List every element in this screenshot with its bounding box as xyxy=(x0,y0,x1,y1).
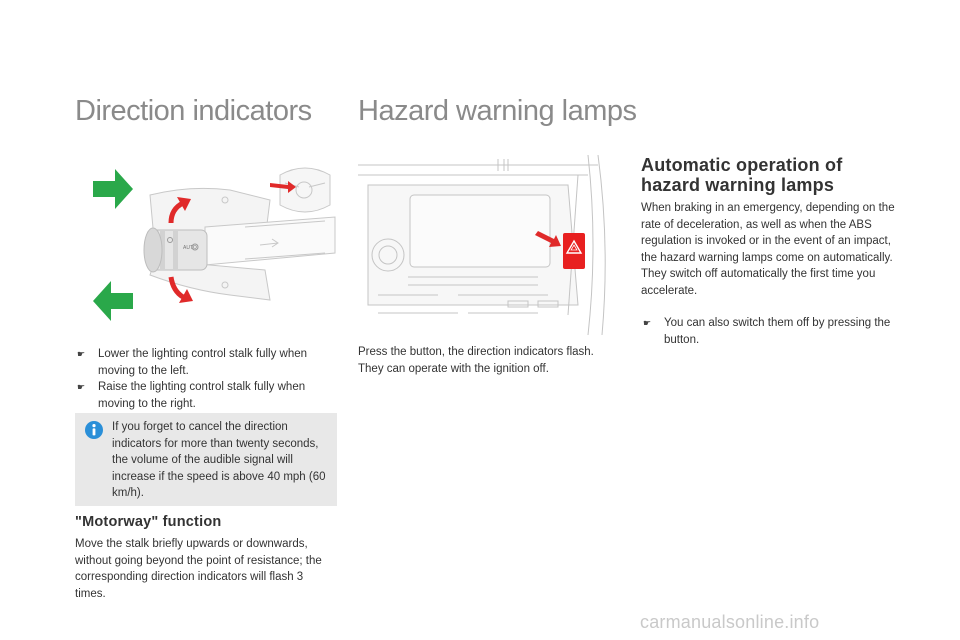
page-title-direction-indicators: Direction indicators xyxy=(75,95,312,127)
stalk-instructions xyxy=(75,346,337,412)
stalk-illustration xyxy=(75,155,337,335)
list-item: ☛ Raise the lighting control stalk fully when moving to the right. xyxy=(77,381,306,410)
list-item: ☛ Lower the lighting control stalk fully when moving to the left. xyxy=(77,348,308,377)
bullet-marker-icon: ☛ xyxy=(77,349,86,359)
motorway-heading: "Motorway" function xyxy=(75,514,222,530)
auto-hazard-instructions xyxy=(641,315,903,348)
green-arrow-left-icon xyxy=(93,281,133,321)
bullet-marker-icon: ☛ xyxy=(643,318,652,328)
watermark: carmanualsonline.info xyxy=(640,612,820,632)
bullet-marker-icon: ☛ xyxy=(77,382,86,392)
info-box xyxy=(75,413,337,506)
hazard-button-icon[interactable] xyxy=(563,233,585,269)
list-item: ☛ You can also switch them off by pressing the button. xyxy=(643,317,891,346)
green-arrow-right-icon xyxy=(93,169,133,209)
info-icon xyxy=(85,421,103,439)
motorway-text: Move the stalk briefly upwards or downwards, without going beyond the point of resistance; the corresponding direction indicators will flash 3 times. xyxy=(75,538,322,600)
dashboard-illustration xyxy=(358,155,620,335)
stalk-label: AUTO xyxy=(183,245,197,251)
auto-hazard-heading: Automatic operation of hazard warning lamps xyxy=(641,155,843,195)
auto-hazard-text: When braking in an emergency, depending on the rate of deceleration, as well as when the ABS regulation is invoked or in the event of an impact, the hazard warning lamps come on automatically. They switch off automatically the first time you accelerate. xyxy=(641,202,895,297)
info-text: If you forget to cancel the direction indicators for more than twenty seconds, the volume of the audible signal will increase if the speed is above 40 mph (60 km/h). xyxy=(112,421,326,499)
page-title-hazard-warning-lamps: Hazard warning lamps xyxy=(358,95,637,127)
hazard-text: Press the button, the direction indicators flash. They can operate with the ignition off. xyxy=(358,346,594,375)
